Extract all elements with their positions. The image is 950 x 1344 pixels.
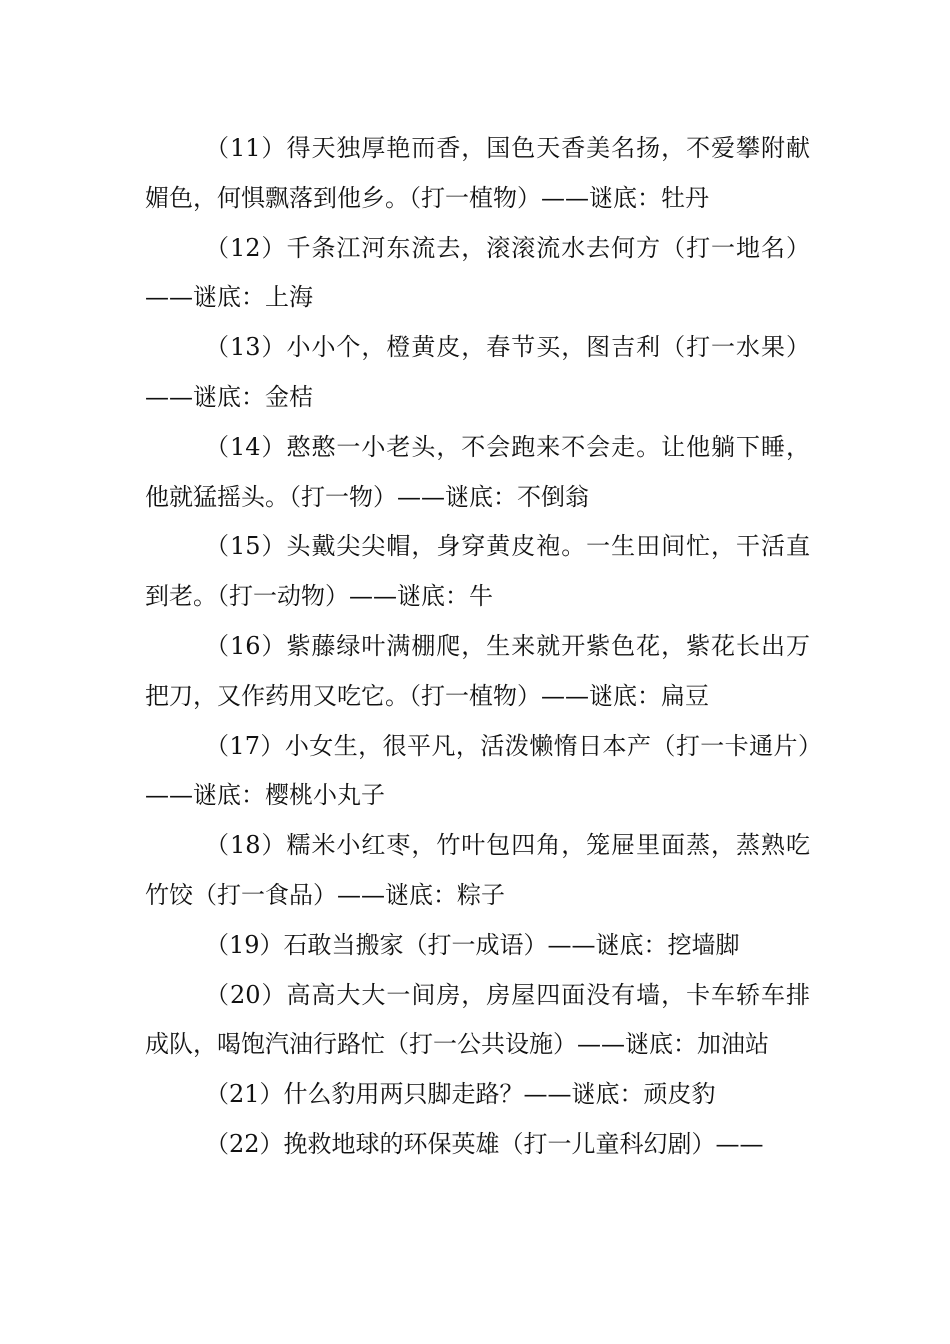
riddle-paragraph-18: （18）糯米小红枣，竹叶包四角，笼屉里面蒸，蒸熟吃竹饺（打一食品）——谜底：粽子 — [145, 831, 810, 909]
riddle-paragraph-20: （20）高高大大一间房，房屋四面没有墙，卡车轿车排成队，喝饱汽油行路忙（打一公共设施）——谜底：加油站 — [145, 980, 810, 1059]
riddle-paragraph-12: （12）千条江河东流去，滚滚流水去何方（打一地名）——谜底：上海 — [145, 233, 810, 312]
document-body — [145, 124, 810, 1170]
riddle-paragraph-21: （21）什么豹用两只脚走路？——谜底：顽皮豹 — [205, 1080, 716, 1109]
riddle-paragraph-14: （14）憨憨一小老头，不会跑来不会走。让他躺下睡，他就猛摇头。（打一物）——谜底：不倒翁 — [145, 432, 810, 511]
riddle-paragraph-11: （11）得天独厚艳而香，国色天香美名扬，不爱攀附献媚色，何惧飘落到他乡。（打一植物）——谜底：牡丹 — [145, 134, 810, 212]
riddle-paragraph-17: （17）小女生，很平凡，活泼懒惰日本产（打一卡通片）——谜底：樱桃小丸子 — [145, 731, 810, 810]
riddle-paragraph-19: （19）石敢当搬家（打一成语）——谜底：挖墙脚 — [205, 930, 740, 959]
riddle-paragraph-22: （22）挽救地球的环保英雄（打一儿童科幻剧）—— — [205, 1129, 764, 1158]
riddle-paragraph-16: （16）紫藤绿叶满棚爬，生来就开紫色花，紫花长出万把刀，又作药用又吃它。（打一植物）——谜底：扁豆 — [145, 631, 810, 710]
riddle-paragraph-13: （13）小小个，橙黄皮，春节买，图吉利（打一水果）——谜底：金桔 — [145, 333, 810, 411]
riddle-paragraph-15: （15）头戴尖尖帽，身穿黄皮袍。一生田间忙，干活直到老。（打一动物）——谜底：牛 — [145, 532, 810, 611]
